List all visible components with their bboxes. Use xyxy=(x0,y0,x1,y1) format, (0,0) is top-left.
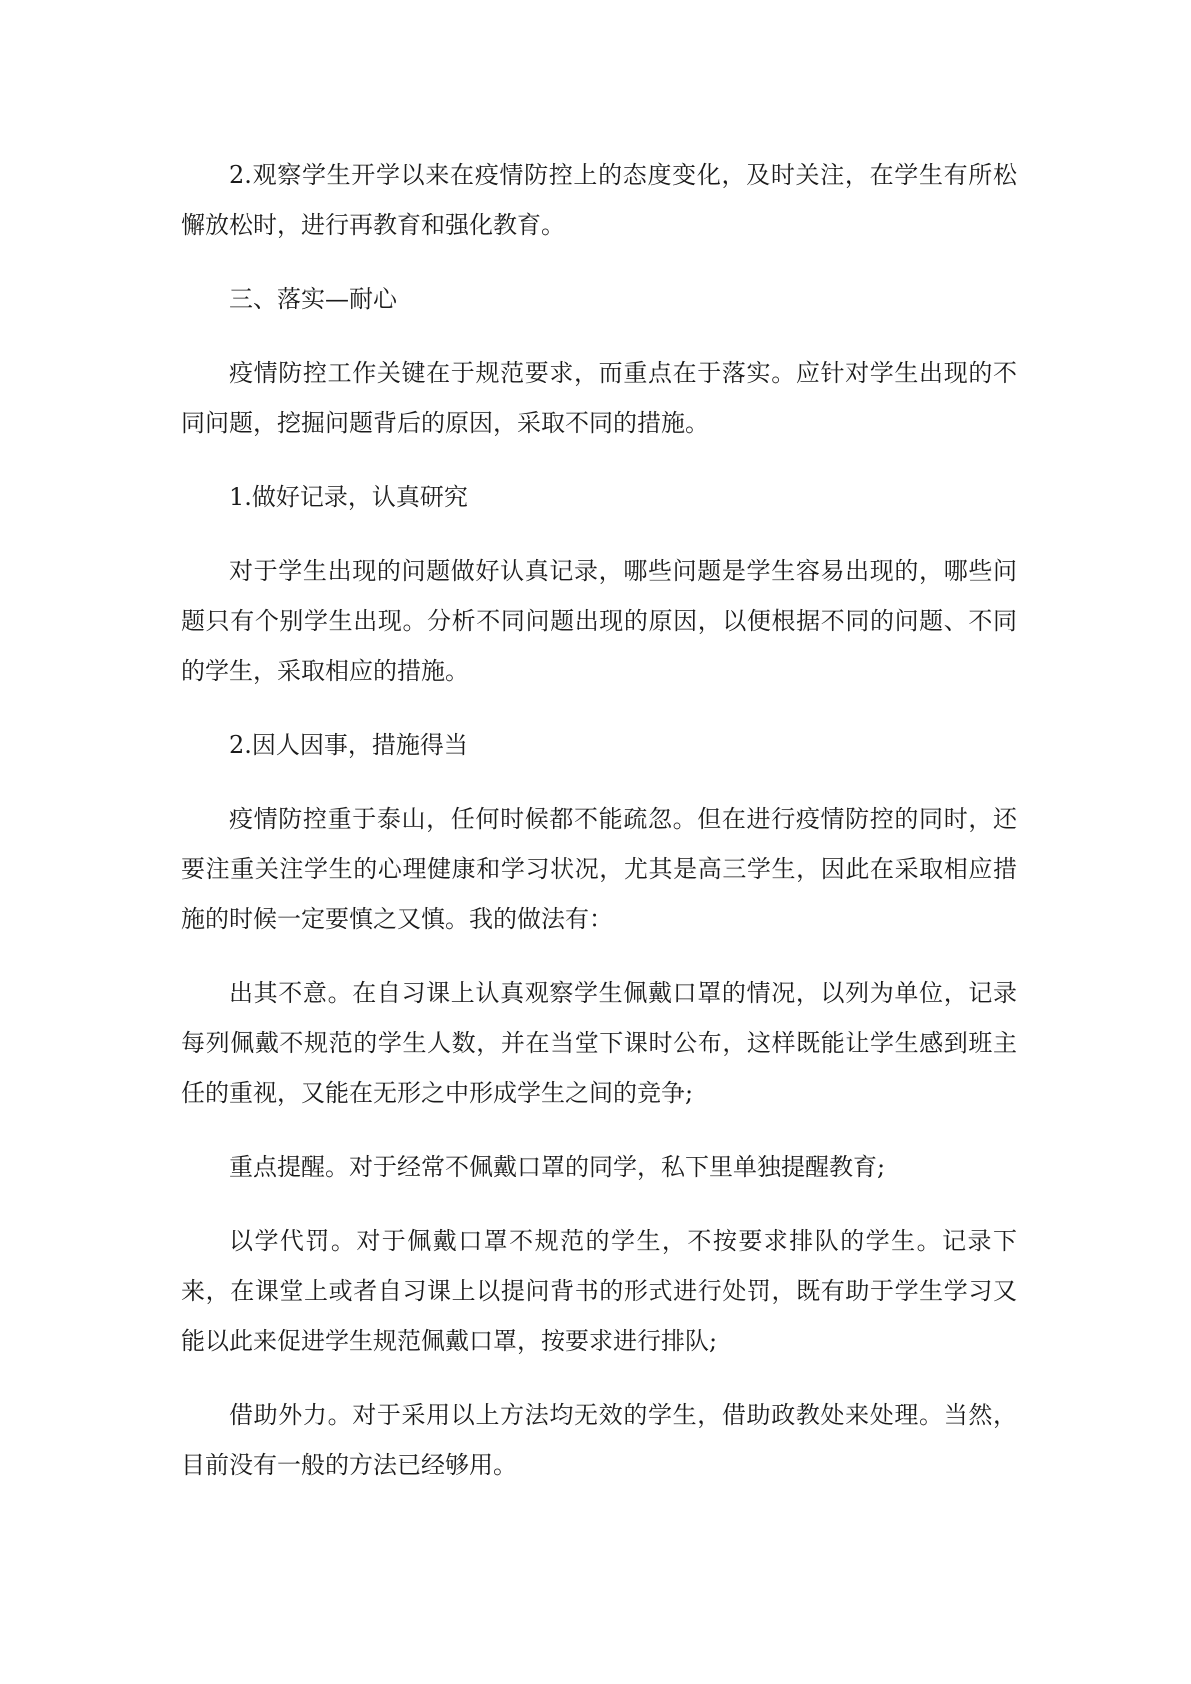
paragraph-observe-attitude: 2.观察学生开学以来在疫情防控上的态度变化，及时关注，在学生有所松懈放松时，进行再教育和强化教育。 xyxy=(181,161,1017,239)
document-body xyxy=(181,150,1017,1514)
subheading-record: 1.做好记录，认真研究 xyxy=(229,483,468,511)
paragraph-surprise-check: 出其不意。在自习课上认真观察学生佩戴口罩的情况，以列为单位，记录每列佩戴不规范的学生人数，并在当堂下课时公布，这样既能让学生感到班主任的重视，又能在无形之中形成学生之间的竞争; xyxy=(181,979,1017,1107)
paragraph-prevention-priority: 疫情防控重于泰山，任何时候都不能疏忽。但在进行疫情防控的同时，还要注重关注学生的心理健康和学习状况，尤其是高三学生，因此在采取相应措施的时候一定要慎之又慎。我的做法有： xyxy=(181,805,1017,933)
paragraph-external-help: 借助外力。对于采用以上方法均无效的学生，借助政教处来处理。当然，目前没有一般的方法已经够用。 xyxy=(181,1401,1017,1479)
paragraph-study-as-penalty: 以学代罚。对于佩戴口罩不规范的学生，不按要求排队的学生。记录下来，在课堂上或者自习课上以提问背书的形式进行处罚，既有助于学生学习又能以此来促进学生规范佩戴口罩，按要求进行排队; xyxy=(181,1227,1017,1355)
section-heading-implement: 三、落实—耐心 xyxy=(229,285,397,313)
paragraph-key-reminder: 重点提醒。对于经常不佩戴口罩的同学，私下里单独提醒教育; xyxy=(229,1153,886,1181)
subheading-appropriate-measures: 2.因人因事，措施得当 xyxy=(229,731,468,759)
paragraph-record-problems: 对于学生出现的问题做好认真记录，哪些问题是学生容易出现的，哪些问题只有个别学生出现。分析不同问题出现的原因，以便根据不同的问题、不同的学生，采取相应的措施。 xyxy=(181,557,1017,685)
paragraph-implementation-key: 疫情防控工作关键在于规范要求，而重点在于落实。应针对学生出现的不同问题，挖掘问题背后的原因，采取不同的措施。 xyxy=(181,359,1017,437)
